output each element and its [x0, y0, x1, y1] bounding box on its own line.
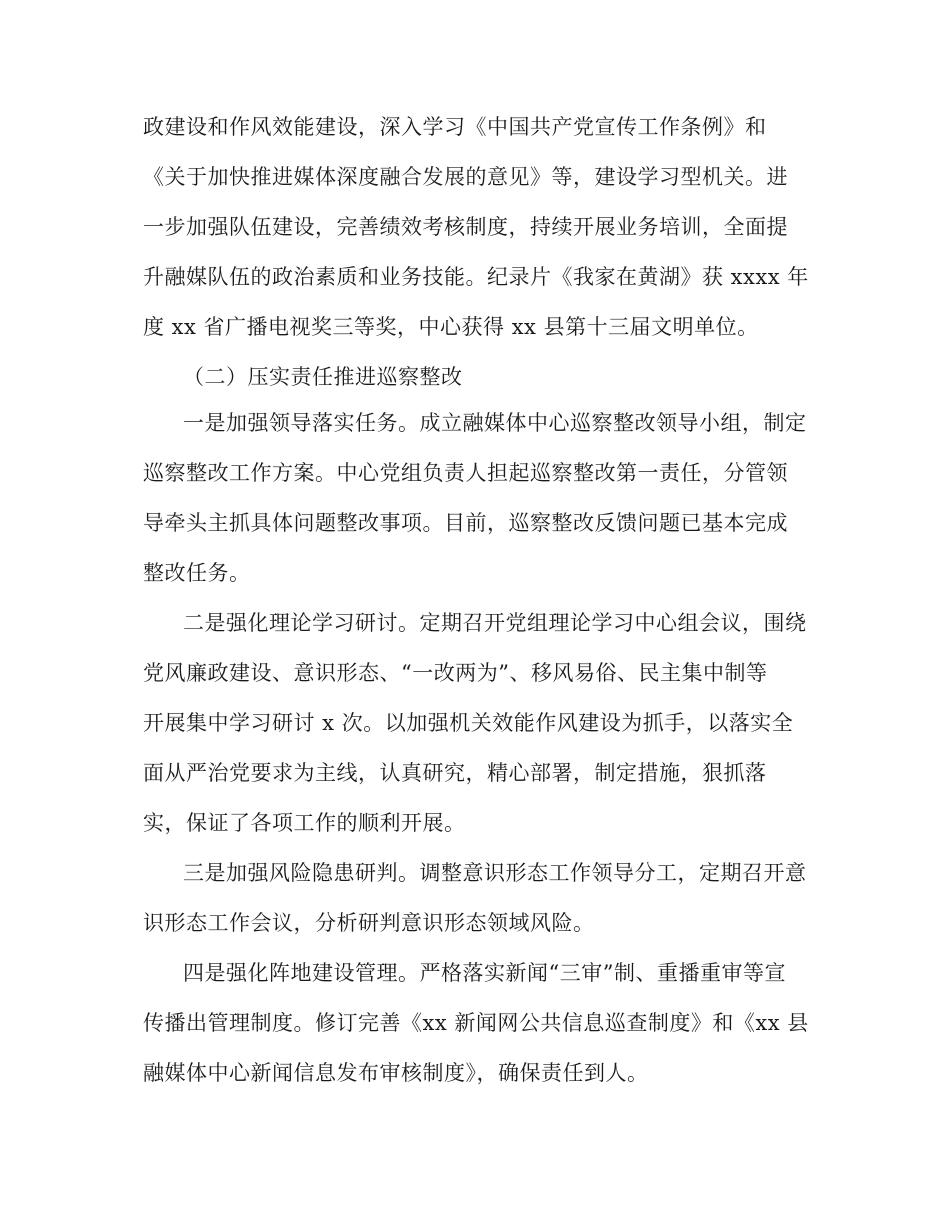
paragraph-line: 识形态工作会议，分析研判意识形态领域风险。 [143, 911, 595, 935]
paragraph-line: 二是强化理论学习研讨。定期召开党组理论学习中心组会议，围绕 [183, 611, 807, 635]
paragraph-line: 一是加强领导落实任务。成立融媒体中心巡察整改领导小组，制定 [183, 411, 807, 435]
paragraph-line: 党风廉政建设、意识形态、“一改两为”、移风易俗、民主集中制等 [143, 661, 768, 685]
paragraph-line: 导牵头主抓具体问题整改事项。目前，巡察整改反馈问题已基本完成 [143, 511, 788, 535]
paragraph-line: 传播出管理制度。修订完善《xx 新闻网公共信息巡查制度》和《xx 县 [143, 1011, 809, 1035]
paragraph-line: 一步加强队伍建设，完善绩效考核制度，持续开展业务培训，全面提 [143, 215, 788, 239]
paragraph-line: 四是强化阵地建设管理。严格落实新闻“三审”制、重播重审等宣 [183, 961, 786, 985]
section-heading: （二）压实责任推进巡察整改 [183, 365, 463, 389]
paragraph-line: 开展集中学习研讨 x 次。以加强机关效能作风建设为抓手，以落实全 [143, 711, 794, 735]
paragraph-line: 政建设和作风效能建设，深入学习《中国共产党宣传工作条例》和 [143, 115, 767, 139]
paragraph-line: 巡察整改工作方案。中心党组负责人担起巡察整改第一责任，分管领 [143, 461, 788, 485]
paragraph-line: 实，保证了各项工作的顺利开展。 [143, 811, 466, 835]
paragraph-line: 融媒体中心新闻信息发布审核制度》，确保责任到人。 [143, 1061, 649, 1085]
paragraph-line: 《关于加快推进媒体深度融合发展的意见》等，建设学习型机关。进 [143, 165, 788, 189]
paragraph-line: 面从严治党要求为主线，认真研究，精心部署，制定措施，狠抓落 [143, 761, 767, 785]
paragraph-line: 三是加强风险隐患研判。调整意识形态工作领导分工，定期召开意 [183, 861, 807, 885]
paragraph-line: 整改任务。 [143, 561, 251, 585]
paragraph-line: 升融媒队伍的政治素质和业务技能。纪录片《我家在黄湖》获 xxxx 年 [143, 265, 809, 289]
paragraph-line: 度 xx 省广播电视奖三等奖，中心获得 xx 县第十三届文明单位。 [143, 315, 759, 339]
